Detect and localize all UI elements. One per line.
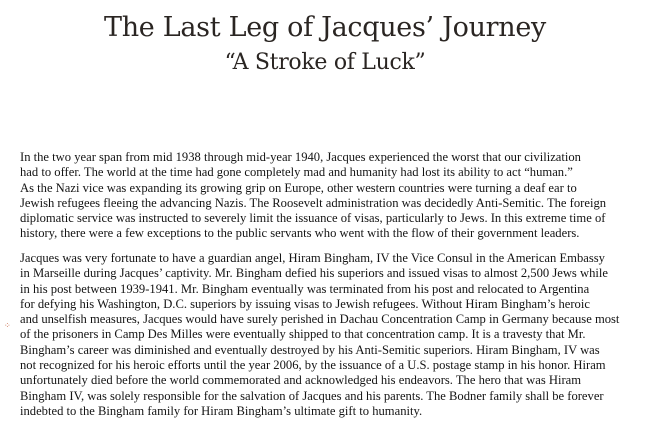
paragraph-1 (20, 150, 640, 242)
text-line: In the two year span from mid 1938 through mid-year 1940, Jacques experienced the worst that our civilization (20, 150, 581, 164)
text-line: As the Nazi vice was expanding its growing grip on Europe, other western countries were turning a deaf ear to (20, 180, 577, 195)
text-line: not recognized for his heroic efforts until the year 2006, by the issuance of a U.S. postage stamp in his honor. Hiram (20, 358, 606, 373)
text-line: indebted to the Bingham family for Hiram Bingham’s ultimate gift to humanity. (20, 403, 423, 418)
page-subtitle: “A Stroke of Luck” (224, 50, 426, 75)
text-line: in his post between 1939-1941. Mr. Bingham eventually was terminated from his post and relocated to Argentina (20, 281, 590, 296)
text-line: diplomatic service was instructed to severely limit the issuance of visas, particularly to Jews. In this extreme time of (20, 211, 606, 226)
paragraph-2 (20, 251, 640, 419)
text-line: and unselfish measures, Jacques would have surely perished in Dachau Concentration Camp in Germany because most (20, 312, 620, 327)
text-line: Bingham IV, was solely responsible for the salvation of Jacques and his parents. The Bodner family shall be forever (20, 388, 604, 403)
text-line: history, there were a few exceptions to the public servants who went with the flow of their government leaders. (20, 226, 580, 241)
text-line: Bingham’s career was diminished and eventually destroyed by his Anti-Semitic superiors. Hiram Bingham, IV was (20, 342, 600, 357)
text-line: in Marseille during Jacques’ captivity. Mr. Bingham defied his superiors and issued visas to almost 2,500 Jews while (20, 266, 608, 281)
text-line: of the prisoners in Camp Des Milles were eventually shipped to that concentration camp. It is a travesty that Mr. (20, 327, 586, 342)
scan-artifact-mark: ⁘ (4, 321, 11, 330)
text-line: unfortunately died before the world commemorated and acknowledged his endeavors. The hero that was Hiram (20, 373, 582, 388)
page-title: The Last Leg of Jacques’ Journey (104, 12, 546, 43)
text-line: Jacques was very fortunate to have a guardian angel, Hiram Bingham, IV the Vice Consul in the American Embassy (20, 251, 605, 265)
text-line: Jewish refugees fleeing the advancing Nazis. The Roosevelt administration was decidedly Anti-Semitic. The foreign (20, 195, 607, 210)
text-line: had to offer. The world at the time had gone completely mad and humanity had lost its ability to act “human.” (20, 165, 573, 180)
text-line: for defying his Washington, D.C. superiors by issuing visas to Jewish refugees. Without Hiram Bingham’s heroic (20, 296, 590, 311)
